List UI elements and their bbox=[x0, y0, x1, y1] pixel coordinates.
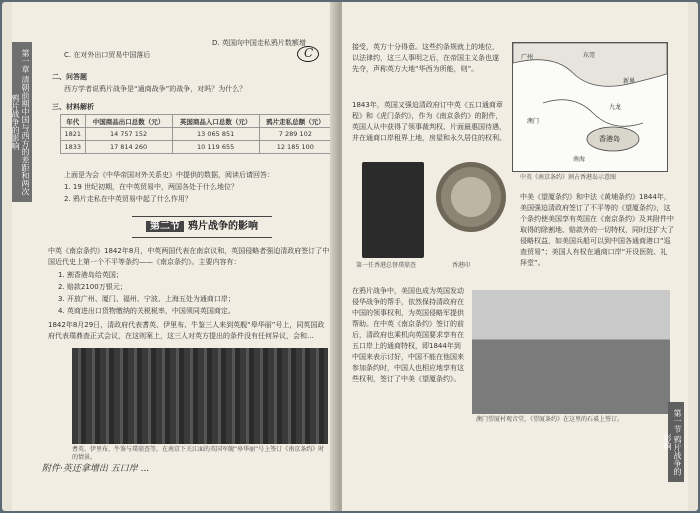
hong-kong-map bbox=[512, 42, 668, 172]
left-page bbox=[12, 2, 338, 511]
signing-paragraph: 1842年8月29日，清政府代表耆英、伊里布、牛鉴三人来到英舰“皋华丽”号上，同英国政府代表璞鼎查正式会议，在这则案上，这三人对英方提出的条件没有任何异议，会和... bbox=[48, 321, 325, 340]
right-page bbox=[342, 2, 688, 511]
textbook-spread bbox=[2, 2, 698, 511]
map-label: 广州 bbox=[521, 54, 534, 61]
temple-photo-caption: 澳门望厦村观音堂，《望厦条约》在这里的石桌上签订。 bbox=[476, 416, 624, 423]
qa-question: 西方学者说鸦片战争是“通商战争”的战争，对吗？为什么？ bbox=[64, 85, 247, 93]
treaty-item-4: 4. 英商进出口货物缴纳的关税税率，中国须同英国商定。 bbox=[58, 307, 235, 315]
table-header: 英国商品入口总数（元） bbox=[172, 115, 259, 128]
chapter-side-tab: 第一章 清朝前期中国与西方的差距和两次鸦片战争的影响 bbox=[12, 42, 32, 202]
option-d: D. 英国向中国走私鸦片数额增 bbox=[212, 39, 306, 47]
treaty-item-3: 3. 开放广州、厦门、福州、宁波、上海五处为通商口岸； bbox=[58, 295, 235, 303]
supplementary-treaties-paragraph: 1843年，英国又强迫清政府订中英《五口通商章程》和《虎门条约》，作为《南京条约》的附件，英国人从中获得了领事裁判权、片面最惠国待遇，并在通商口岸租界上地，房屋和永久居住的权利。 bbox=[352, 101, 506, 142]
table-header-row bbox=[61, 115, 332, 128]
section-side-tab: 第一节 鸦片战争的影响 bbox=[668, 402, 684, 482]
wangxia-treaty-paragraph: 中美《望厦条约》和中法《黄埔条约》1844年，美国强迫清政府签订了不平等的《望厦条约》，这个条约使美国享有英国在《南京条约》及其附件中取得的除割地、赔款外的一切特权，同时还扩大了侵略权益，如美国兵船可以到中国各通商港口“巡查贸易”；美国人有权在通商口岸“开设医院、礼拜堂”。 bbox=[520, 193, 674, 267]
pottinger-portrait bbox=[362, 162, 424, 258]
signing-photo-caption: 耆英、伊里布、牛鉴与璞鼎查等，在南京下关江面的英国军舰“皋华丽”号上签订《南京条约》时的情景。 bbox=[72, 446, 325, 461]
material-section-title: 三、材料解析 bbox=[52, 103, 94, 111]
treaty-item-2: 2. 赔款2100万银元； bbox=[58, 283, 127, 291]
map-label: 香港岛 bbox=[599, 135, 620, 143]
table-header: 年代 bbox=[61, 115, 86, 128]
wangxia-temple-photo bbox=[472, 290, 670, 414]
map-graphic bbox=[513, 43, 667, 171]
table-cell: 7 289 102 bbox=[259, 128, 331, 141]
option-c: C. 在对外出口贸易中国落后 bbox=[64, 51, 151, 59]
map-label: 东莞 bbox=[583, 52, 596, 59]
material-question-1: 1. 19 世纪初期，在中英贸易中，两国各处于什么地位？ bbox=[64, 183, 239, 191]
trade-data-table bbox=[60, 114, 332, 154]
us-involvement-paragraph: 在鸦片战争中，美国也成为英国发动侵华战争的帮手，依然保持清政府在中国的领事权利，为英国侵略军提供帮助。在中英《南京条约》签订的前后，清政府也乘机向英国要求享有在五口岸上的通商特权，即1844年到中国来表示讨好，中国不能在他国来参加条约时，中国人也相应地享有这些权利，签订了中美《望厦条约》。 bbox=[352, 287, 464, 383]
map-label: 澳门 bbox=[527, 118, 540, 125]
qa-section-title: 二、问答题 bbox=[52, 73, 87, 81]
section-label: 第二节 bbox=[146, 221, 184, 232]
table-cell: 17 814 260 bbox=[85, 141, 172, 154]
table-cell: 13 065 851 bbox=[172, 128, 259, 141]
map-label: 九龙 bbox=[609, 104, 622, 111]
signing-photo bbox=[72, 348, 328, 444]
table-cell: 14 757 152 bbox=[85, 128, 172, 141]
handwritten-margin-note: 附件·英还拿增出 五口岸 ... bbox=[42, 464, 150, 474]
table-header: 中国商品出口总数（元） bbox=[85, 115, 172, 128]
portrait-caption: 第一任香港总督璞鼎查 bbox=[356, 262, 417, 269]
table-cell: 1821 bbox=[61, 128, 86, 141]
table-header: 鸦片走私总额（元） bbox=[259, 115, 331, 128]
table-row bbox=[61, 141, 332, 154]
seal-caption: 香港印 bbox=[452, 262, 471, 269]
map-label: 南海 bbox=[573, 156, 586, 163]
section-heading bbox=[132, 216, 272, 238]
hong-kong-seal bbox=[436, 162, 506, 232]
table-cell: 12 185 100 bbox=[259, 141, 331, 154]
treaty-item-1: 1. 割香港岛给英国； bbox=[58, 271, 123, 279]
table-note: 上面是为会《中华帝国对外关系史》中提供的数据，阅读后请回答： bbox=[64, 171, 274, 179]
nanjing-treaty-paragraph: 中英《南京条约》1842年8月，中英两国代表在南京议和，英国侵略者强迫清政府签订了中国近代史上第一个不平等条约——《南京条约》。主要内容有： bbox=[48, 247, 330, 266]
handwritten-answer: C bbox=[304, 46, 314, 60]
table-row bbox=[61, 128, 332, 141]
map-label: 新界 bbox=[623, 78, 636, 85]
section-title: 鸦片战争的影响 bbox=[188, 221, 258, 232]
right-intro-paragraph: 接受，英方十分得意。这些约条规就上的地位，以法律约，这三人事明之后，在帝国主义条也遂先夺，声称英方大地“华西为所能，则”。 bbox=[352, 43, 499, 73]
table-cell: 1833 bbox=[61, 141, 86, 154]
material-question-2: 2. 鸦片走私在中英贸易中起了什么作用？ bbox=[64, 195, 192, 203]
table-cell: 10 119 655 bbox=[172, 141, 259, 154]
map-caption: 中英《南京条约》割占香港岛示意图 bbox=[520, 174, 617, 181]
answer-circle bbox=[297, 46, 319, 62]
